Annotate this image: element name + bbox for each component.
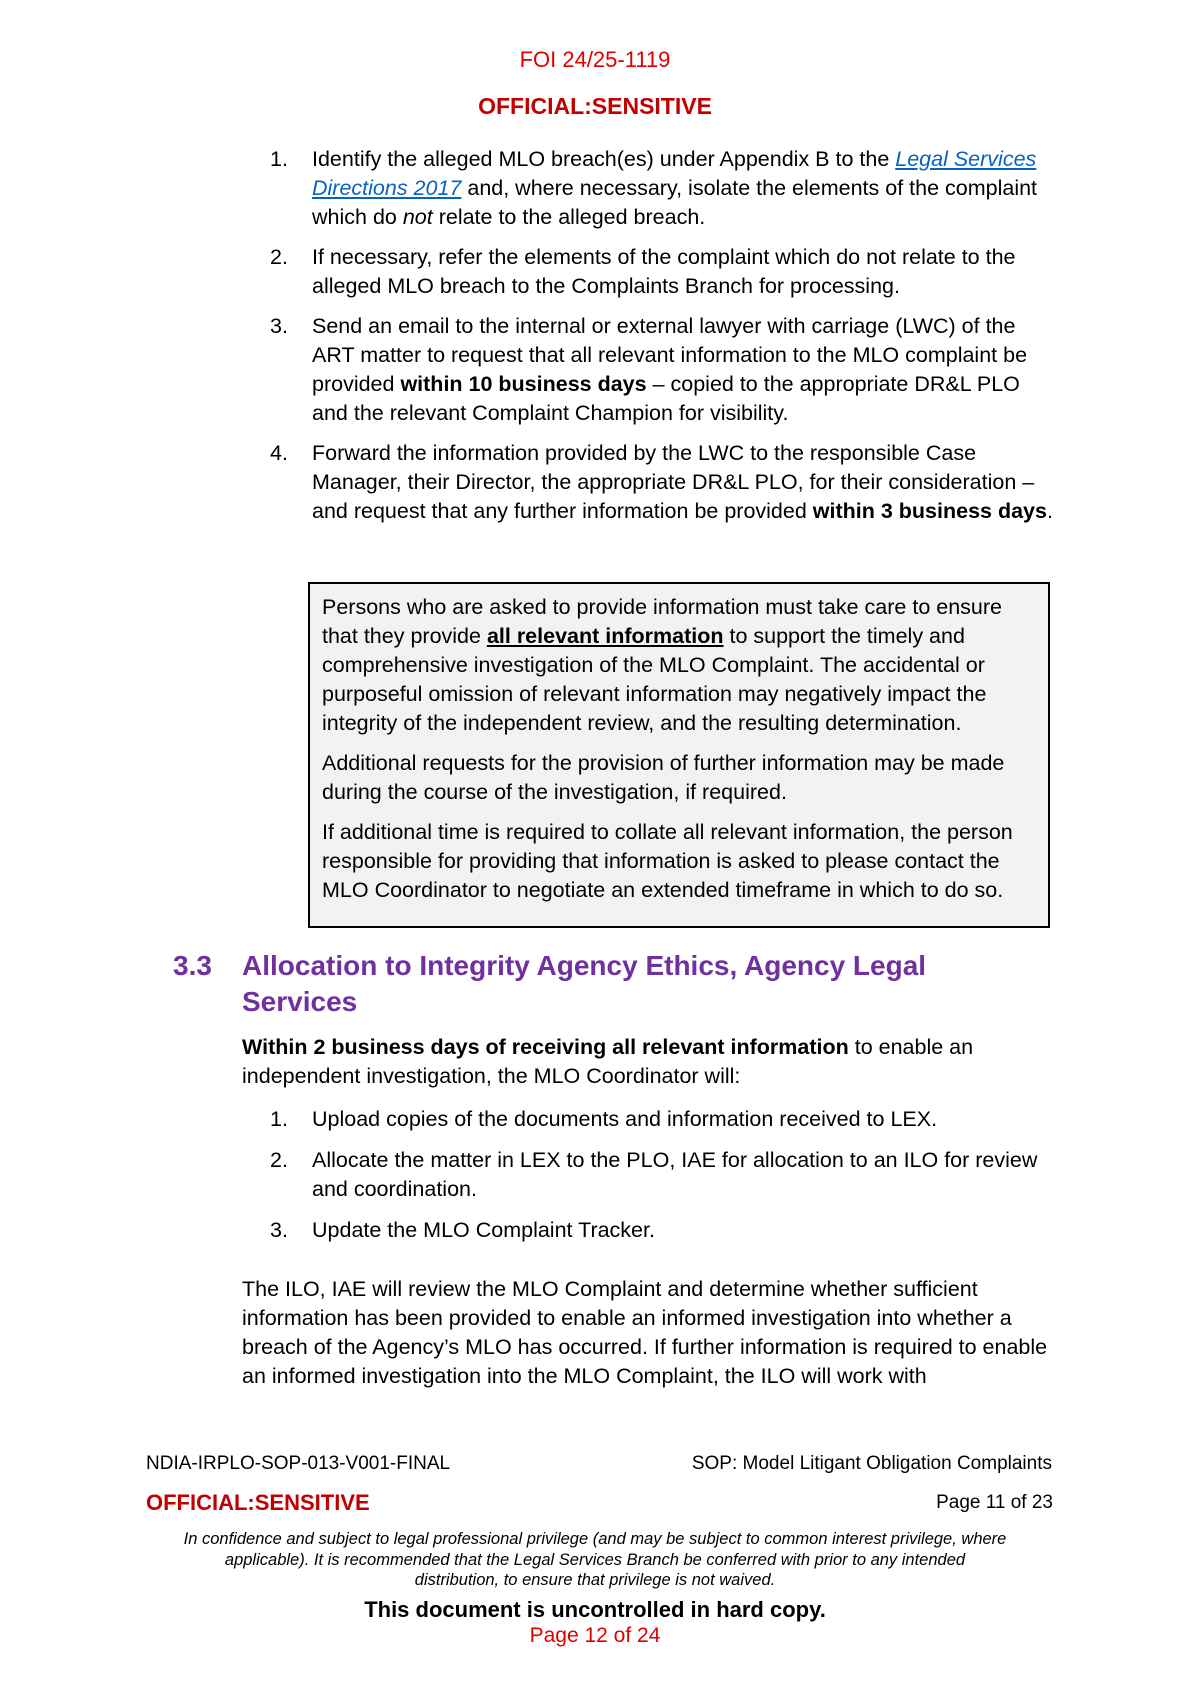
privilege-line: distribution, to ensure that privilege is not waived.: [414, 1571, 776, 1589]
intro-text: to enable an independent investigation, the MLO Coordinator will:: [242, 1035, 974, 1088]
outer-page-number: Page 12 of 24: [529, 1624, 661, 1647]
allocation-steps-list: [270, 1105, 1060, 1257]
list-item-text: Allocate the matter in LEX to the PLO, IAE for allocation to an ILO for review and coordination.: [312, 1148, 1038, 1201]
list-item-text: Upload copies of the documents and information received to LEX.: [312, 1107, 938, 1131]
list-item: [270, 145, 1060, 232]
privilege-notice: [0, 1529, 1190, 1591]
list-item-text: Identify the alleged MLO breach(es) under Appendix B to the: [312, 147, 896, 171]
list-item-bold-deadline: within 10 business days: [400, 372, 647, 396]
list-item-text: Update the MLO Complaint Tracker.: [312, 1218, 655, 1242]
callout-text: to support the timely and comprehensive investigation of the MLO Complaint. The accidental or purposeful omission of relevant information may negatively impact the integrity of the independent review, and the resulting determination.: [322, 624, 987, 735]
callout-text: Persons who are asked to provide information must take care to ensure that they provide: [322, 595, 1002, 648]
list-item-text: – copied to the appropriate DR&L PLO and the relevant Complaint Champion for visibility.: [312, 372, 1020, 425]
sop-title: SOP: Model Litigant Obligation Complaints: [691, 1453, 1052, 1474]
information-callout-box: [308, 582, 1050, 928]
section-title: Allocation to Integrity Agency Ethics, Agency Legal Services: [242, 950, 927, 1017]
list-item: [270, 439, 1060, 526]
list-item-number: 3.: [270, 1218, 288, 1242]
privilege-line: In confidence and subject to legal professional privilege (and may be subject to common interest privilege, where: [183, 1530, 1007, 1548]
callout-paragraph: Additional requests for the provision of further information may be made during the course of the investigation, if required.: [322, 751, 1005, 804]
list-item-text: relate to the alleged breach.: [432, 205, 706, 229]
legal-services-directions-link[interactable]: Legal Services Directions 2017: [312, 147, 1037, 200]
list-item-text: If necessary, refer the elements of the complaint which do not relate to the alleged MLO breach to the Complaints Branch for processing.: [312, 245, 1016, 298]
list-item: [270, 243, 1060, 301]
inner-page-number: Page 11 of 23: [936, 1492, 1053, 1513]
list-item-text: .: [1046, 499, 1053, 523]
list-item-text: Forward the information provided by the LWC to the responsible Case Manager, their Director, the appropriate DR&L PLO, for their consideration – and request that any further information be provided: [312, 441, 1035, 523]
list-item: [270, 312, 1060, 428]
callout-emphasis: all relevant information: [486, 624, 724, 648]
list-item-text: and, where necessary, isolate the elements of the complaint which do: [312, 176, 1038, 229]
uncontrolled-notice: This document is uncontrolled in hard copy.: [364, 1597, 826, 1622]
list-item-number: 2.: [270, 245, 288, 269]
list-item-number: 2.: [270, 1148, 288, 1172]
list-item: [270, 1146, 1060, 1204]
list-item: [270, 1105, 1060, 1134]
procedure-steps-list: [270, 145, 1060, 537]
document-id: NDIA-IRPLO-SOP-013-V001-FINAL: [146, 1453, 451, 1474]
ilo-review-paragraph: The ILO, IAE will review the MLO Complaint and determine whether sufficient information has been provided to enable an informed investigation into whether a breach of the Agency’s MLO has occurred. If further information is required to enable an informed investigation into the MLO Complaint, the ILO will work with: [242, 1277, 1048, 1388]
list-item-bold-deadline: within 3 business days: [812, 499, 1047, 523]
callout-paragraph: [322, 593, 1036, 738]
list-item-number: 1.: [270, 147, 288, 171]
intro-bold-deadline: Within 2 business days of receiving all relevant information: [242, 1035, 849, 1059]
classification-footer: OFFICIAL:SENSITIVE: [146, 1490, 370, 1515]
list-item-number: 4.: [270, 441, 288, 465]
list-item-emphasis: not: [402, 205, 433, 229]
list-item-text: Send an email to the internal or external lawyer with carriage (LWC) of the ART matter to request that all relevant information to the MLO complaint be provided: [312, 314, 1028, 396]
privilege-line: applicable). It is recommended that the Legal Services Branch be conferred with prior to any intended: [224, 1550, 966, 1569]
list-item-number: 3.: [270, 314, 288, 338]
section-intro: [242, 1033, 1052, 1091]
classification-header: OFFICIAL:SENSITIVE: [478, 93, 712, 119]
foi-reference: FOI 24/25-1119: [519, 47, 671, 72]
list-item: [270, 1216, 1060, 1245]
list-item-number: 1.: [270, 1107, 288, 1131]
section-number: 3.3: [173, 950, 212, 981]
callout-paragraph: If additional time is required to collate all relevant information, the person responsible for providing that information is asked to please contact the MLO Coordinator to negotiate an extended timeframe in which to do so.: [322, 820, 1013, 902]
